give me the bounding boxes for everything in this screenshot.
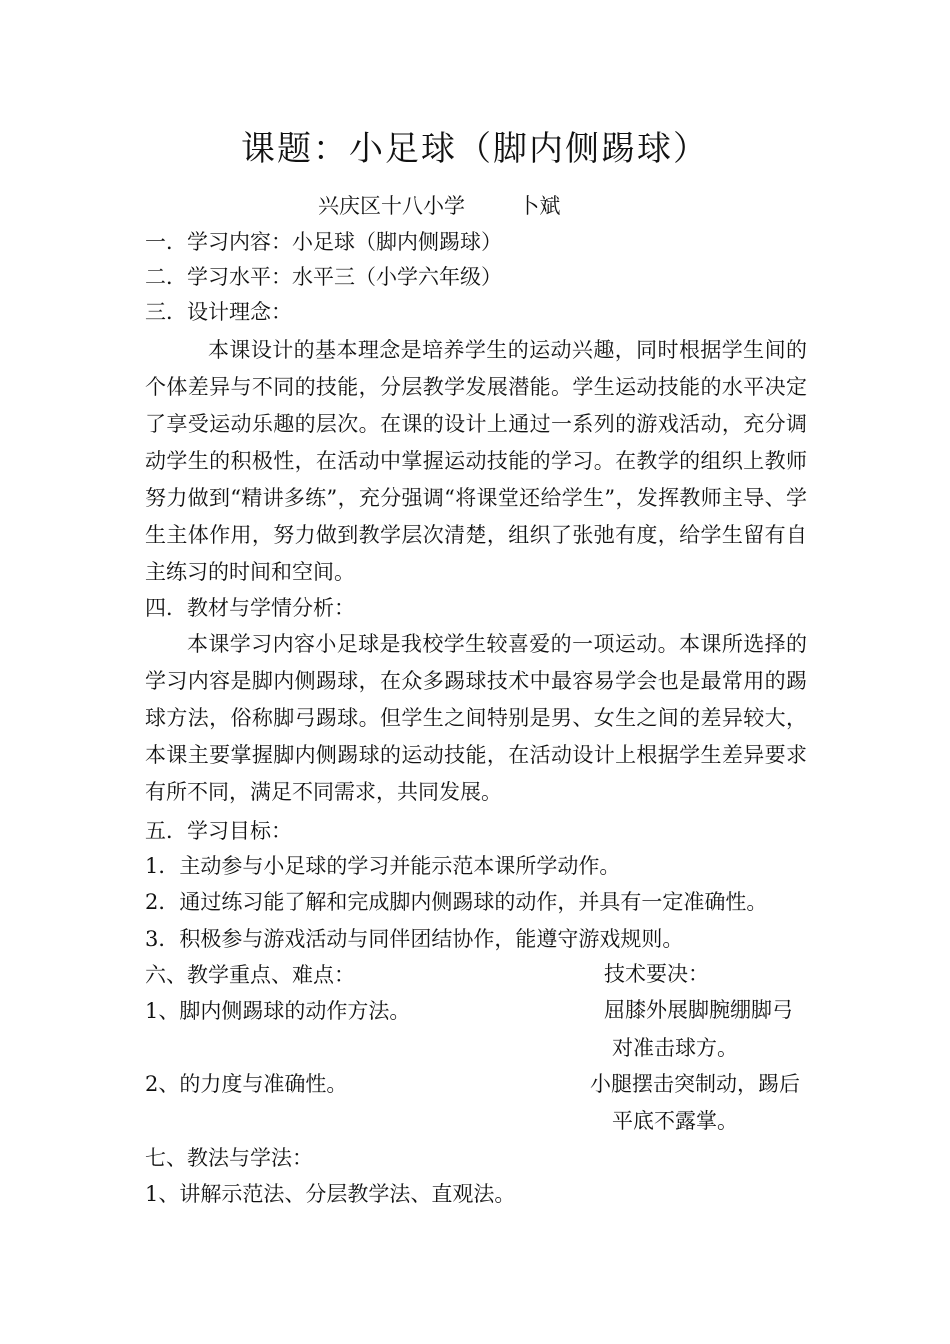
section-6-heading: 六、教学重点、难点： (145, 963, 355, 987)
method-item: 1、讲解示范法、分层教学法、直观法。 (145, 1182, 516, 1206)
technique-note-2a: 小腿摆击突制动，踢后 (590, 1072, 800, 1096)
technique-note-1a: 屈膝外展脚腕绷脚弓 (604, 998, 793, 1022)
section-1-heading: 一．学习内容：小足球（脚内侧踢球） (145, 230, 502, 254)
section-2-heading: 二．学习水平：水平三（小学六年级） (145, 265, 502, 289)
key-point-1: 1、脚内侧踢球的动作方法。 (145, 999, 411, 1023)
section-5-heading: 五．学习目标： (145, 819, 292, 843)
author-byline: 兴庆区十八小学 卜斌 (318, 194, 561, 218)
technique-note-1b: 对准击球方。 (612, 1036, 738, 1060)
goal-item: 2．通过练习能了解和完成脚内侧踢球的动作，并具有一定准确性。 (145, 890, 768, 914)
section-7-heading: 七、教法与学法： (145, 1146, 313, 1170)
section-3-heading: 三．设计理念： (145, 300, 292, 324)
goal-item: 3．积极参与游戏活动与同伴团结协作，能遵守游戏规则。 (145, 927, 684, 951)
design-concept-paragraph: 本课设计的基本理念是培养学生的运动兴趣，同时根据学生间的个体差异与不同的技能，分层教学发展潜能。学生运动技能的水平决定了享受运动乐趣的层次。在课的设计上通过一系列的游戏活动，充分调动学生的积极性，在活动中掌握运动技能的学习。在教学的组织上教师努力做到“精讲多练”，充分强调“将课堂还给学生”，发挥教师主导、学生主体作用，努力做到教学层次清楚，组织了张弛有度，给学生留有自主练习的时间和空间。 (145, 338, 807, 584)
technique-note-2b: 平底不露掌。 (612, 1109, 738, 1133)
technique-heading: 技术要决： (604, 962, 709, 986)
page-title: 课题：小足球（脚内侧踢球） (241, 129, 709, 169)
analysis-paragraph: 本课学习内容小足球是我校学生较喜爱的一项运动。本课所选择的学习内容是脚内侧踢球，在众多踢球技术中最容易学会也是最常用的踢球方法，俗称脚弓踢球。但学生之间特别是男、女生之间的差异较大，本课主要掌握脚内侧踢球的运动技能，在活动设计上根据学生差异要求有所不同，满足不同需求，共同发展。 (145, 632, 807, 804)
goal-item: 1．主动参与小足球的学习并能示范本课所学动作。 (145, 854, 621, 878)
key-point-2: 2、的力度与准确性。 (145, 1072, 348, 1096)
section-4-heading: 四．教材与学情分析： (145, 596, 355, 620)
